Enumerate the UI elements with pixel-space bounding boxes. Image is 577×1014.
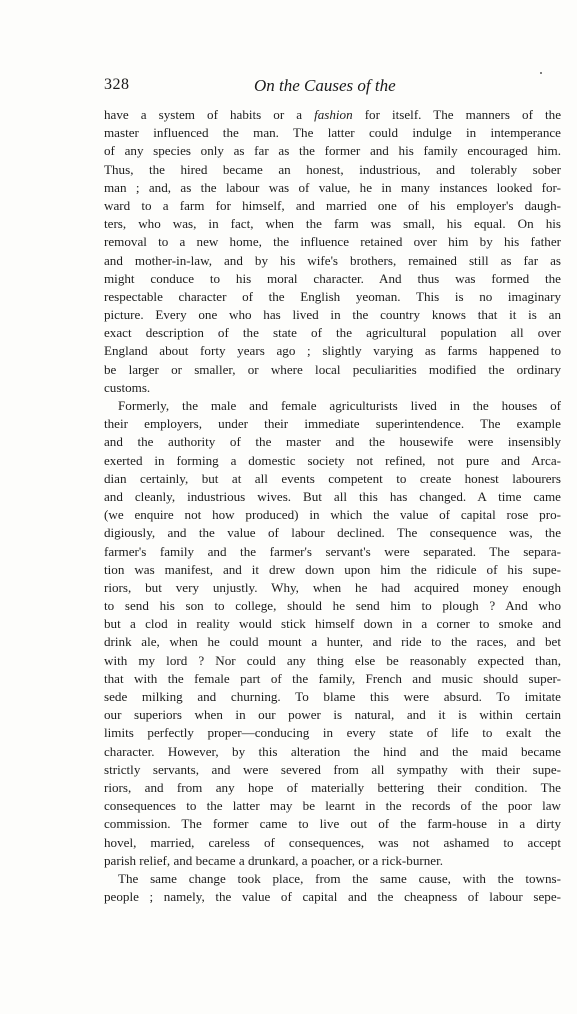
text-line: riors, and from any hope of materially bettering their condition. The [104, 779, 561, 795]
text-line: limits perfectly proper—conducing in every state of life to exalt the [104, 725, 561, 741]
text-line: with my lord ? Nor could any thing else be reasonably expected than, [104, 652, 561, 668]
text-line: have a system of habits or a fashion for itself. The manners of the [104, 107, 561, 122]
text-line: our superiors when in our power is natural, and it is within certain [104, 707, 561, 723]
text-line: and mother-in-law, and by his wife's brothers, remained still as far as [104, 252, 561, 268]
text-line: strictly servants, and were severed from all sympathy with their supe- [104, 761, 561, 777]
text-line: master influenced the man. The latter could indulge in intemperance [104, 125, 561, 141]
text-line: to send his son to college, should he send him to plough ? And who [104, 598, 561, 614]
text-line: (we enquire not how produced) in which the value of capital rose pro- [104, 507, 561, 523]
text-line: Formerly, the male and female agriculturists lived in the houses of [118, 398, 561, 413]
paragraph-1 [104, 106, 561, 397]
paragraph-3 [104, 870, 561, 906]
page-number: 328 [104, 76, 130, 93]
text-line: ward to a farm for himself, and married one of his employer's daugh- [104, 197, 561, 213]
text-line: that with the female part of the family, French and music should super- [104, 670, 561, 686]
text-line: man ; and, as the labour was of value, he in many instances looked for- [104, 179, 561, 195]
text-line: ters, who was, in fact, when the farm was small, his equal. On his [104, 216, 561, 232]
text-line: The same change took place, from the same cause, with the towns- [118, 870, 561, 886]
text-line: might conduce to his moral character. And thus was formed the [104, 270, 561, 286]
text-line: sede milking and churning. To blame this were absurd. To imitate [104, 689, 561, 704]
text-line: England about forty years ago ; slightly varying as farms happened to [104, 343, 561, 359]
text-line: hovel, married, careless of consequences, was not ashamed to accept [104, 834, 561, 850]
text-line: removal to a new home, the influence retained over him by his father [104, 234, 561, 250]
text-line: consequences to the latter may be learnt in the records of the poor law [104, 798, 561, 814]
text-line: exerted in forming a domestic society not refined, not pure and Arca- [104, 452, 561, 468]
text-line: picture. Every one who has lived in the country knows that it is an [104, 307, 561, 323]
emphasis-fashion: fashion [314, 107, 353, 122]
text-line: their employers, under their immediate superintendence. The example [104, 416, 561, 432]
text-line: parish relief, and became a drunkard, a poacher, or a rick-burner. [104, 852, 444, 868]
text-line: commission. The former came to live out of the farm-house in a dirty [104, 816, 561, 832]
text-line: exact description of the state of the agricultural population all over [104, 325, 561, 341]
body-text [104, 106, 561, 906]
text-line: and the authority of the master and the housewife were insensibly [104, 434, 561, 450]
text-line: character. However, by this alteration the hind and the maid became [104, 743, 561, 759]
text-line: be larger or smaller, or where local peculiarities modified the ordinary [104, 361, 561, 377]
paragraph-2 [104, 397, 561, 870]
text-line: Thus, the hired became an honest, industrious, and tolerably sober [104, 161, 561, 177]
text-line: but a clod in reality would stick himself down in a corner to smoke and [104, 616, 561, 632]
text-line: digiously, and the value of labour declined. The consequence was, the [104, 525, 561, 541]
text-line: dian certainly, but at all events competent to create honest labourers [104, 470, 561, 486]
running-title: On the Causes of the [254, 76, 396, 95]
print-speck [540, 72, 542, 74]
text-line: tion was manifest, and it drew down upon him the ridicule of his supe- [104, 561, 561, 577]
text-line: drink ale, when he could mount a hunter, and ride to the races, and bet [104, 634, 561, 650]
text-line: people ; namely, the value of capital and the cheapness of labour sepe- [104, 889, 561, 905]
text-line: riors, but very unjustly. Why, when he had acquired money enough [104, 579, 561, 595]
text-line: farmer's family and the farmer's servant's were separated. The separa- [104, 543, 561, 559]
text-line: and cleanly, industrious wives. But all this has changed. A time came [104, 488, 561, 504]
text-line: customs. [104, 379, 151, 395]
text-line: respectable character of the English yeoman. This is no imaginary [104, 288, 561, 304]
text-line: of any species only as far as the former and his family encouraged him. [104, 143, 561, 159]
page-header [104, 76, 468, 98]
